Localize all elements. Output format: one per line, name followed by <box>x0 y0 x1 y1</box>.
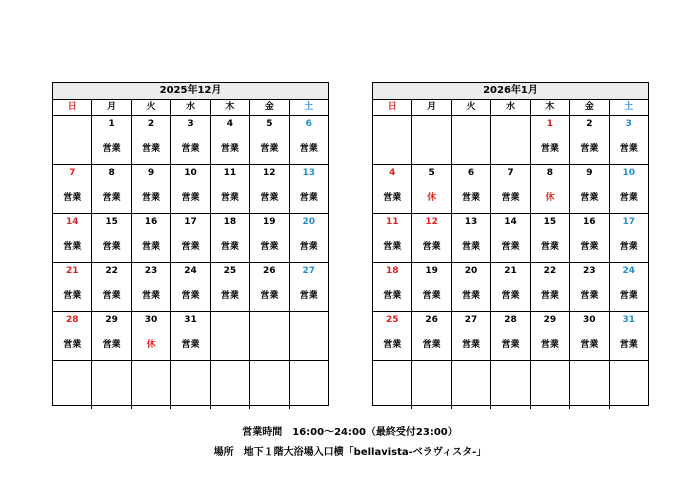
day-cell <box>610 312 648 360</box>
calendar-december-2025 <box>52 82 329 406</box>
day-number: 17 <box>184 217 197 227</box>
day-cell <box>491 312 530 360</box>
open-status: 営業 <box>299 291 318 301</box>
day-cell <box>92 361 131 409</box>
open-status: 営業 <box>181 193 200 203</box>
weekday-header <box>53 100 328 116</box>
day-number: 14 <box>504 217 517 227</box>
open-status: 営業 <box>220 144 239 154</box>
open-status: 営業 <box>462 242 481 252</box>
open-status: 営業 <box>501 242 520 252</box>
day-cell <box>290 165 328 213</box>
weekday-label: 土 <box>304 102 314 112</box>
day-cell <box>171 361 210 409</box>
day-cell <box>53 361 92 409</box>
day-cell <box>570 263 609 311</box>
day-cell <box>53 165 92 213</box>
open-status: 営業 <box>540 144 559 154</box>
day-cell <box>491 361 530 409</box>
day-cell <box>92 312 131 360</box>
day-cell <box>290 116 328 164</box>
day-number: 31 <box>184 315 197 325</box>
day-number: 30 <box>144 315 158 325</box>
open-status: 営業 <box>260 144 279 154</box>
day-cell <box>53 312 92 360</box>
day-number: 26 <box>263 266 276 276</box>
open-status: 営業 <box>501 291 520 301</box>
weekday-label: 日 <box>373 100 412 115</box>
open-status: 営業 <box>102 193 121 203</box>
day-cell <box>412 116 451 164</box>
day-cell <box>290 214 328 262</box>
day-cell <box>171 214 210 262</box>
day-number: 14 <box>65 217 79 227</box>
day-cell <box>610 214 648 262</box>
day-cell <box>373 116 412 164</box>
day-cell <box>250 165 289 213</box>
open-status: 営業 <box>619 144 638 154</box>
day-number: 18 <box>385 266 399 276</box>
day-number: 11 <box>385 217 399 227</box>
open-status: 営業 <box>619 193 638 203</box>
day-cell <box>570 361 609 409</box>
day-number: 27 <box>464 315 478 325</box>
weekday-label: 火 <box>132 100 171 115</box>
day-number: 21 <box>65 266 79 276</box>
open-status: 営業 <box>181 340 200 350</box>
calendar-week-row <box>373 263 648 312</box>
day-cell <box>491 263 530 311</box>
day-cell <box>92 263 131 311</box>
day-number: 7 <box>507 168 514 178</box>
open-status: 営業 <box>619 291 638 301</box>
day-cell <box>452 263 491 311</box>
day-cell <box>531 312 570 360</box>
open-status: 営業 <box>580 242 599 252</box>
day-number: 27 <box>302 266 315 276</box>
calendar-week-row <box>373 214 648 263</box>
open-status: 営業 <box>540 291 559 301</box>
day-number: 3 <box>187 119 194 129</box>
day-cell <box>132 361 171 409</box>
closed-status: 休 <box>146 340 156 350</box>
day-cell <box>171 263 210 311</box>
day-cell <box>132 263 171 311</box>
day-number: 16 <box>583 217 596 227</box>
day-number: 4 <box>226 119 234 129</box>
day-number: 26 <box>425 315 438 325</box>
day-cell <box>570 312 609 360</box>
day-number: 11 <box>223 168 237 178</box>
day-number: 10 <box>622 168 635 178</box>
day-cell <box>412 312 451 360</box>
day-cell <box>132 116 171 164</box>
open-status: 営業 <box>142 242 161 252</box>
day-cell <box>373 361 412 409</box>
day-number: 4 <box>389 168 396 178</box>
closed-status: 休 <box>427 193 437 203</box>
day-cell <box>373 263 412 311</box>
weekday-label: 土 <box>624 102 634 112</box>
day-cell <box>570 165 609 213</box>
day-cell <box>53 263 92 311</box>
day-number: 6 <box>305 119 312 129</box>
day-cell <box>290 263 328 311</box>
day-cell <box>412 263 451 311</box>
calendar-title: 2025年12月 <box>53 83 328 100</box>
day-number: 29 <box>543 315 557 325</box>
open-status: 営業 <box>299 193 318 203</box>
day-number: 29 <box>105 315 118 325</box>
day-number: 9 <box>147 168 155 178</box>
open-status: 営業 <box>102 144 121 154</box>
open-status: 営業 <box>580 144 599 154</box>
day-cell <box>531 214 570 262</box>
day-number: 3 <box>625 119 632 129</box>
open-status: 営業 <box>540 340 559 350</box>
day-cell <box>92 214 131 262</box>
day-number: 22 <box>105 266 118 276</box>
weekday-header <box>373 100 648 116</box>
calendar-week-row <box>373 165 648 214</box>
day-cell <box>491 116 530 164</box>
calendar-grid <box>373 116 648 409</box>
day-cell <box>491 214 530 262</box>
open-status: 営業 <box>63 242 82 252</box>
day-cell <box>250 263 289 311</box>
day-cell <box>171 312 210 360</box>
day-number: 2 <box>586 119 593 129</box>
day-number: 16 <box>144 217 158 227</box>
open-status: 営業 <box>220 291 239 301</box>
day-number: 10 <box>184 168 197 178</box>
day-number: 1 <box>546 119 554 129</box>
open-status: 営業 <box>102 242 121 252</box>
calendar-week-row <box>373 312 648 361</box>
day-cell <box>211 361 250 409</box>
day-cell <box>53 214 92 262</box>
open-status: 営業 <box>63 291 82 301</box>
day-number: 6 <box>467 168 475 178</box>
calendar-week-row <box>53 165 328 214</box>
day-number: 20 <box>302 217 315 227</box>
calendar-week-row <box>53 116 328 165</box>
day-cell <box>452 361 491 409</box>
open-status: 営業 <box>580 193 599 203</box>
open-status: 営業 <box>383 340 402 350</box>
day-cell <box>531 165 570 213</box>
closed-status: 休 <box>545 193 555 203</box>
calendar-week-row <box>373 116 648 165</box>
open-status: 営業 <box>462 291 481 301</box>
open-status: 営業 <box>260 242 279 252</box>
day-cell <box>570 214 609 262</box>
day-number: 28 <box>504 315 517 325</box>
location-note: 場所 地下１階大浴場入口横「bellavista-ベラヴィスタ-」 <box>213 447 487 458</box>
open-status: 営業 <box>540 242 559 252</box>
day-number: 2 <box>147 119 155 129</box>
open-status: 営業 <box>580 291 599 301</box>
day-cell <box>92 116 131 164</box>
open-status: 営業 <box>142 193 161 203</box>
day-cell <box>250 214 289 262</box>
open-status: 営業 <box>63 340 82 350</box>
open-status: 営業 <box>260 291 279 301</box>
day-number: 18 <box>223 217 237 227</box>
calendar-week-row <box>53 361 328 409</box>
day-cell <box>53 116 92 164</box>
open-status: 営業 <box>142 144 161 154</box>
open-status: 営業 <box>383 193 402 203</box>
day-cell <box>610 263 648 311</box>
day-number: 1 <box>108 119 115 129</box>
day-number: 9 <box>586 168 593 178</box>
day-cell <box>211 116 250 164</box>
day-cell <box>211 263 250 311</box>
weekday-label: 月 <box>92 100 131 115</box>
day-number: 31 <box>622 315 635 325</box>
day-number: 23 <box>583 266 596 276</box>
calendar-title: 2026年1月 <box>373 83 648 100</box>
day-number: 15 <box>105 217 118 227</box>
day-cell <box>211 312 250 360</box>
open-status: 営業 <box>220 242 239 252</box>
open-status: 営業 <box>102 291 121 301</box>
open-status: 営業 <box>383 291 402 301</box>
day-number: 23 <box>144 266 158 276</box>
weekday-label: 火 <box>452 100 491 115</box>
day-number: 13 <box>302 168 315 178</box>
open-status: 営業 <box>142 291 161 301</box>
day-number: 28 <box>65 315 79 325</box>
day-cell <box>171 116 210 164</box>
day-cell <box>132 165 171 213</box>
day-number: 24 <box>184 266 197 276</box>
weekday-label: 木 <box>531 100 570 115</box>
calendar-grid <box>53 116 328 409</box>
open-status: 営業 <box>299 144 318 154</box>
day-cell <box>412 361 451 409</box>
day-number: 21 <box>504 266 517 276</box>
day-number: 5 <box>266 119 273 129</box>
day-cell <box>373 165 412 213</box>
day-cell <box>412 165 451 213</box>
open-status: 営業 <box>102 340 121 350</box>
day-number: 17 <box>622 217 635 227</box>
day-cell <box>531 263 570 311</box>
day-cell <box>610 361 648 409</box>
weekday-label: 金 <box>250 100 289 115</box>
day-number: 12 <box>425 217 438 227</box>
day-number: 24 <box>622 266 635 276</box>
day-cell <box>452 165 491 213</box>
open-status: 営業 <box>422 340 441 350</box>
day-cell <box>452 116 491 164</box>
day-number: 13 <box>464 217 478 227</box>
open-status: 営業 <box>462 193 481 203</box>
open-status: 営業 <box>619 242 638 252</box>
day-cell <box>290 361 328 409</box>
day-number: 8 <box>546 168 554 178</box>
open-status: 営業 <box>501 193 520 203</box>
weekday-label: 月 <box>412 100 451 115</box>
calendar-week-row <box>373 361 648 409</box>
day-number: 15 <box>543 217 557 227</box>
open-status: 営業 <box>220 193 239 203</box>
day-cell <box>92 165 131 213</box>
day-number: 30 <box>583 315 596 325</box>
open-status: 営業 <box>260 193 279 203</box>
day-cell <box>531 361 570 409</box>
open-status: 営業 <box>181 291 200 301</box>
open-status: 営業 <box>422 291 441 301</box>
day-number: 12 <box>263 168 276 178</box>
day-cell <box>132 312 171 360</box>
open-status: 営業 <box>501 340 520 350</box>
day-cell <box>610 165 648 213</box>
open-status: 営業 <box>462 340 481 350</box>
day-cell <box>412 214 451 262</box>
calendar-january-2026 <box>372 82 649 406</box>
day-number: 20 <box>464 266 478 276</box>
day-cell <box>132 214 171 262</box>
day-cell <box>531 116 570 164</box>
weekday-label: 金 <box>570 100 609 115</box>
day-cell <box>171 165 210 213</box>
day-cell <box>373 312 412 360</box>
weekday-label: 木 <box>211 100 250 115</box>
day-cell <box>373 214 412 262</box>
day-number: 19 <box>263 217 276 227</box>
day-number: 5 <box>428 168 435 178</box>
day-cell <box>290 312 328 360</box>
day-cell <box>570 116 609 164</box>
weekday-label: 水 <box>171 100 210 115</box>
calendar-week-row <box>53 214 328 263</box>
open-status: 営業 <box>181 242 200 252</box>
calendar-week-row <box>53 263 328 312</box>
open-status: 営業 <box>580 340 599 350</box>
open-status: 営業 <box>63 193 82 203</box>
day-number: 22 <box>543 266 557 276</box>
open-status: 営業 <box>422 242 441 252</box>
day-cell <box>250 361 289 409</box>
calendar-week-row <box>53 312 328 361</box>
open-status: 営業 <box>299 242 318 252</box>
day-cell <box>452 214 491 262</box>
day-number: 25 <box>223 266 237 276</box>
weekday-label: 水 <box>491 100 530 115</box>
day-cell <box>211 214 250 262</box>
open-status: 営業 <box>619 340 638 350</box>
day-cell <box>211 165 250 213</box>
day-cell <box>491 165 530 213</box>
day-number: 19 <box>425 266 438 276</box>
open-status: 営業 <box>181 144 200 154</box>
day-cell <box>250 312 289 360</box>
business-hours-note: 営業時間 16:00～24:00（最終受付23:00） <box>242 427 458 438</box>
day-cell <box>452 312 491 360</box>
open-status: 営業 <box>383 242 402 252</box>
day-number: 7 <box>69 168 76 178</box>
day-cell <box>250 116 289 164</box>
day-number: 25 <box>385 315 399 325</box>
day-number: 8 <box>108 168 115 178</box>
day-cell <box>610 116 648 164</box>
weekday-label: 日 <box>53 100 92 115</box>
